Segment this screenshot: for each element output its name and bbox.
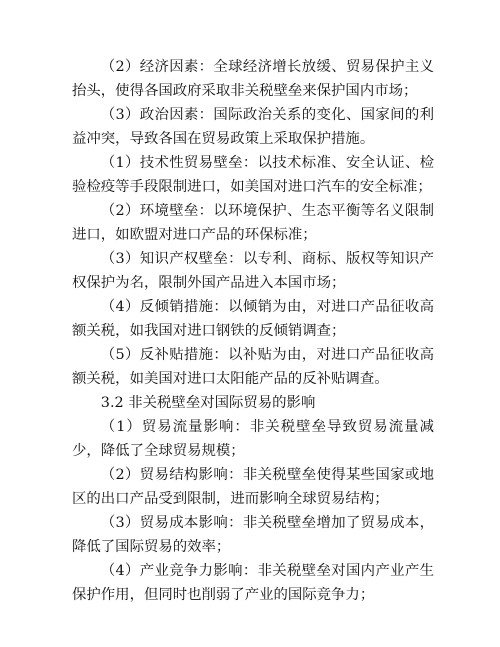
paragraph-ip-barriers: （3）知识产权壁垒：以专利、商标、版权等知识产权保护为名，限制外国产品进入本国市场；: [72, 251, 434, 291]
paragraph-industry-competitiveness: （4）产业竞争力影响：非关税壁垒对国内产业产生保护作用，但同时也削弱了产业的国际竞争力；: [72, 563, 434, 603]
paragraph-environmental-barriers: （2）环境壁垒：以环境保护、生态平衡等名义限制进口，如欧盟对进口产品的环保标准；: [72, 203, 434, 243]
section-heading-3-2: 3.2 非关税壁垒对国际贸易的影响: [100, 395, 316, 411]
paragraph-trade-flow-impact: （1）贸易流量影响：非关税壁垒导致贸易流量减少，降低了全球贸易规模；: [72, 419, 434, 459]
paragraph-technical-barriers: （1）技术性贸易壁垒：以技术标准、安全认证、检验检疫等手段限制进口，如美国对进口汽车的安全标准；: [72, 155, 434, 195]
paragraph-political-factors: （3）政治因素：国际政治关系的变化、国家间的利益冲突，导致各国在贸易政策上采取保护措施。: [72, 107, 434, 147]
paragraph-economic-factors: （2）经济因素：全球经济增长放缓、贸易保护主义抬头，使得各国政府采取非关税壁垒来保护国内市场；: [72, 59, 434, 99]
paragraph-anti-dumping: （4）反倾销措施：以倾销为由，对进口产品征收高额关税，如我国对进口钢铁的反倾销调查；: [72, 299, 434, 339]
paragraph-trade-cost-impact: （3）贸易成本影响：非关税壁垒增加了贸易成本，降低了国际贸易的效率；: [72, 515, 434, 555]
paragraph-trade-structure-impact: （2）贸易结构影响：非关税壁垒使得某些国家或地区的出口产品受到限制，进而影响全球贸易结构；: [72, 467, 434, 507]
paragraph-countervailing: （5）反补贴措施：以补贴为由，对进口产品征收高额关税，如美国对进口太阳能产品的反补贴调查。: [72, 347, 434, 387]
